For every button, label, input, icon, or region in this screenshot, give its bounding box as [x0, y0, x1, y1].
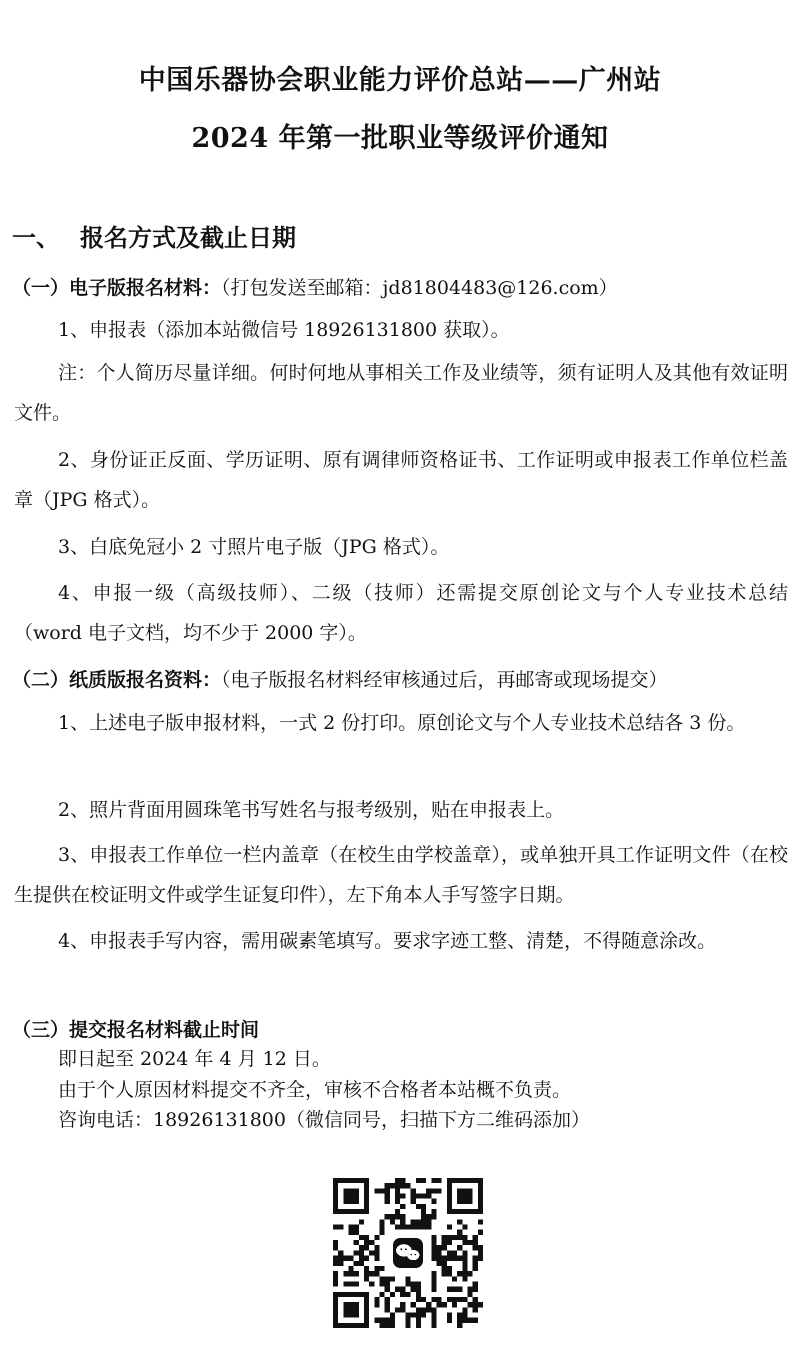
wechat-qr-code-icon — [333, 1178, 483, 1328]
paper-item-4: 4、申报表手写内容，需用碳素笔填写。要求字迹工整、清楚，不得随意涂改。 — [58, 930, 717, 952]
finder-bottom-left — [333, 1292, 369, 1328]
electronic-item-3: 3、白底免冠小 2 寸照片电子版（JPG 格式）。 — [58, 536, 450, 558]
electronic-subheading — [12, 273, 618, 300]
paper-note: （电子版报名材料经审核通过后，再邮寄或现场提交） — [221, 669, 668, 691]
paper-subheading — [12, 665, 668, 692]
electronic-label: （一）电子版报名材料： — [12, 277, 222, 299]
electronic-item-2: 2、身份证正反面、学历证明、原有调律师资格证书、工作证明或申报表工作单位栏盖章（JPG 格式）。 — [14, 449, 788, 511]
paper-item-1: 1、上述电子版申报材料，一式 2 份打印。原创论文与个人专业技术总结各 3 份。 — [58, 712, 746, 734]
section-heading — [12, 218, 296, 253]
paper-label: （二）纸质版报名资料： — [12, 669, 222, 691]
electronic-email-note: （打包发送至邮箱：jd81804483@126.com） — [221, 277, 618, 299]
title-line-2: 2024 年第一批职业等级评价通知 — [191, 123, 609, 154]
deadline-date: 即日起至 2024 年 4 月 12 日。 — [58, 1048, 331, 1070]
section-title: 报名方式及截止日期 — [80, 223, 296, 252]
deadline-disclaimer: 由于个人原因材料提交不齐全，审核不合格者本站概不负责。 — [58, 1079, 572, 1101]
wechat-logo-icon — [390, 1235, 426, 1271]
deadline-label: （三）提交报名材料截止时间 — [12, 1019, 260, 1041]
electronic-item-1: 1、申报表（添加本站微信号 18926131800 获取）。 — [58, 319, 510, 341]
finder-top-left — [333, 1178, 369, 1214]
contact-phone: 咨询电话：18926131800（微信同号，扫描下方二维码添加） — [58, 1109, 590, 1131]
title-line-1: 中国乐器协会职业能力评价总站——广州站 — [138, 65, 662, 96]
section-number: 一、 — [12, 223, 60, 252]
paper-item-3: 3、申报表工作单位一栏内盖章（在校生由学校盖章），或单独开具工作证明文件（在校生提供在校证明文件或学生证复印件），左下角本人手写签字日期。 — [14, 844, 788, 906]
electronic-item-4: 4、申报一级（高级技师）、二级（技师）还需提交原创论文与个人专业技术总结（word 电子文档，均不少于 2000 字）。 — [14, 582, 788, 644]
finder-top-right — [447, 1178, 483, 1214]
electronic-note: 注：个人简历尽量详细。何时何地从事相关工作及业绩等，须有证明人及其他有效证明文件。 — [14, 362, 788, 424]
paper-item-2: 2、照片背面用圆珠笔书写姓名与报考级别，贴在申报表上。 — [58, 799, 565, 821]
deadline-subheading — [12, 1015, 259, 1042]
